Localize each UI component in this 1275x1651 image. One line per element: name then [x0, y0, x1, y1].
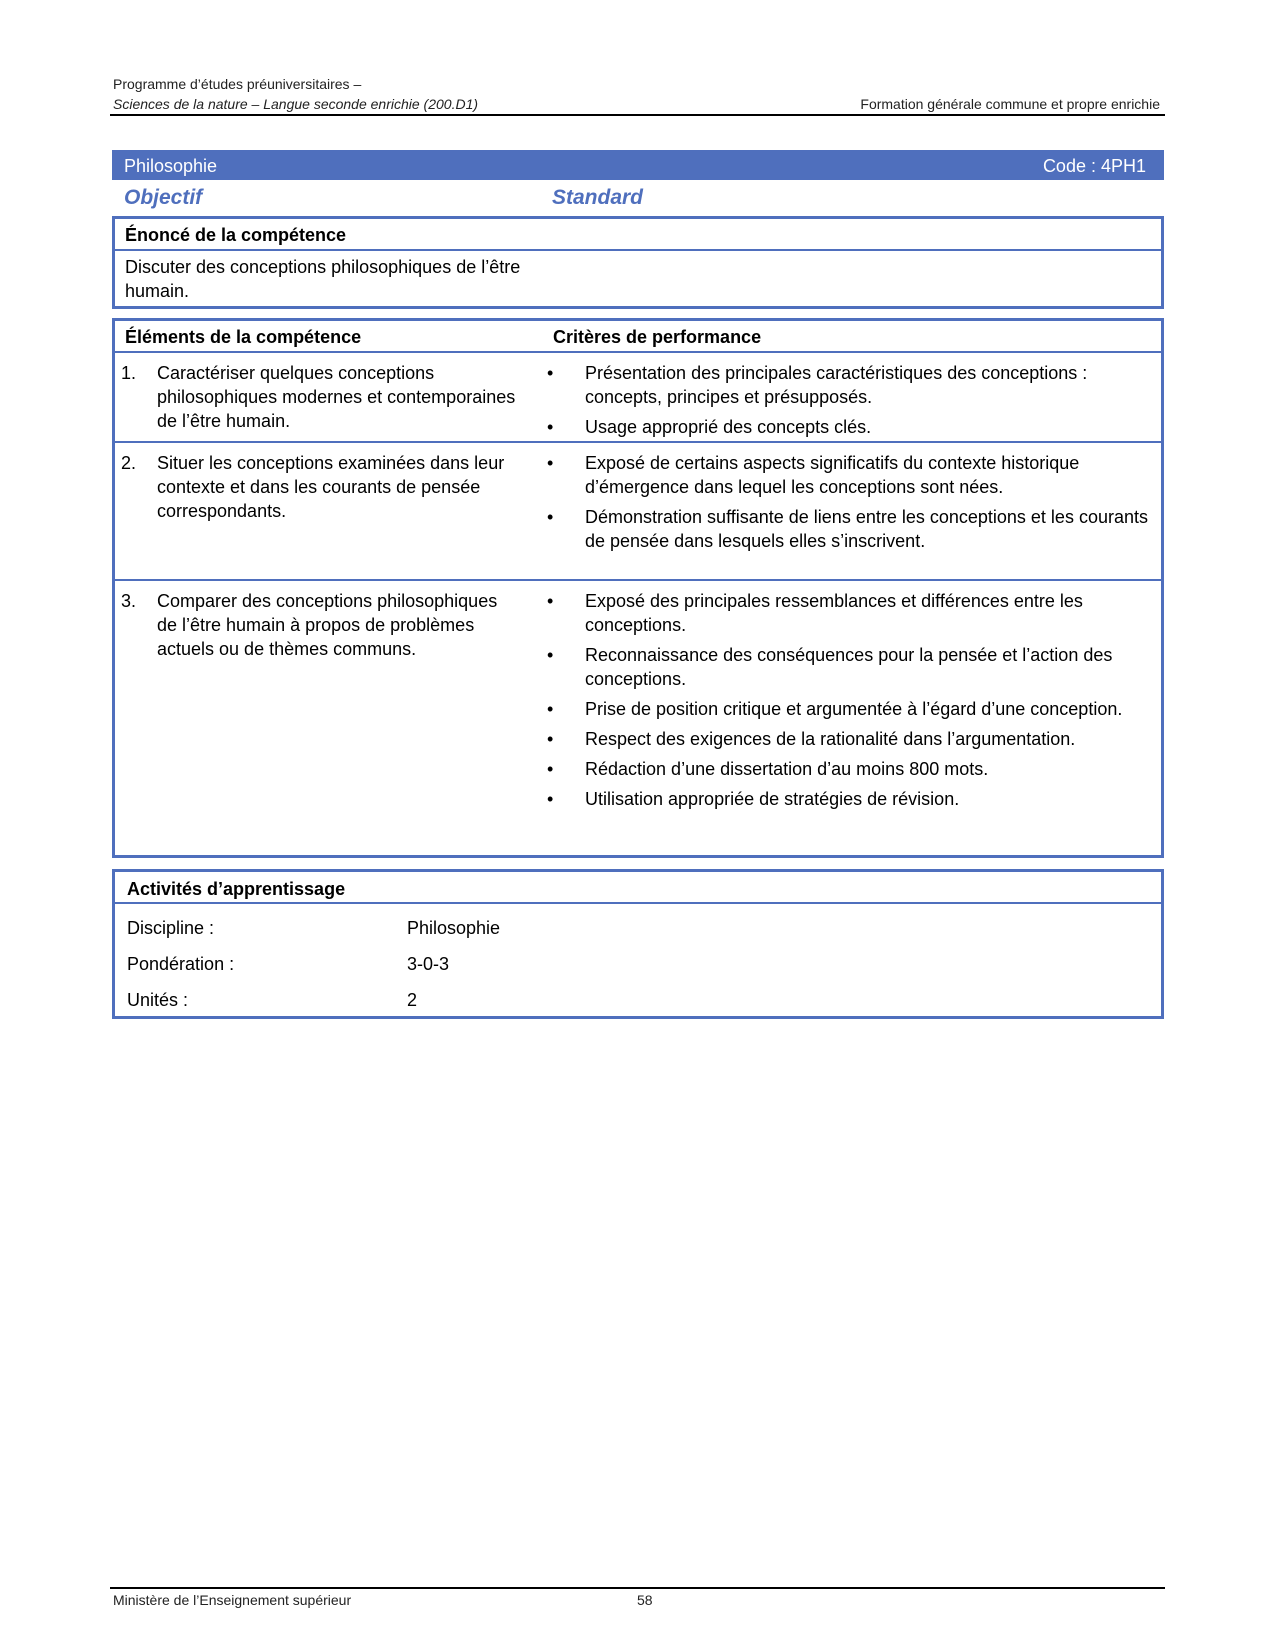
criteria-list — [547, 451, 1157, 559]
criterion-text: Exposé de certains aspects significatifs du contexte historique d’émergence dans lequel les conceptions sont nées. — [585, 453, 1080, 497]
bullet-icon: • — [547, 645, 554, 665]
table-row — [115, 581, 1161, 855]
bullet-icon: • — [547, 453, 554, 473]
element-number: 1. — [121, 363, 137, 383]
criterion-text: Respect des exigences de la rationalité dans l’argumentation. — [585, 729, 1076, 749]
footer-rule — [110, 1587, 1165, 1589]
criteria-list — [547, 589, 1157, 817]
criterion-item — [547, 415, 1157, 439]
table-header — [115, 321, 1161, 353]
activity-row — [127, 918, 501, 939]
criterion-item — [547, 505, 1157, 553]
criterion-item — [547, 589, 1157, 637]
table-row — [115, 443, 1161, 581]
standard-label: Standard — [552, 186, 644, 209]
page-number: 58 — [637, 1592, 653, 1608]
activity-row — [127, 954, 450, 975]
objective-label: Objectif — [124, 186, 203, 209]
criterion-item — [547, 757, 1157, 781]
bullet-icon: • — [547, 759, 554, 779]
header-line2 — [113, 96, 1160, 112]
learning-activities-title: Activités d’apprentissage — [115, 872, 1161, 904]
competence-elements-table — [112, 318, 1164, 858]
activity-value: 2 — [407, 990, 418, 1010]
table-row — [115, 353, 1161, 443]
competence-statement-text: Discuter des conceptions philosophiques de l’être humain. — [125, 257, 521, 301]
criterion-item — [547, 361, 1157, 409]
criterion-item — [547, 451, 1157, 499]
bullet-icon: • — [547, 591, 554, 611]
header-formation: Formation générale commune et propre enrichie — [860, 96, 1160, 112]
bullet-icon: • — [547, 789, 554, 809]
criterion-item — [547, 727, 1157, 751]
header-program: Programme d’études préuniversitaires – — [113, 76, 362, 92]
criteria-column-title: Critères de performance — [553, 327, 762, 347]
activity-row — [127, 990, 418, 1011]
footer-ministry: Ministère de l’Enseignement supérieur — [113, 1592, 352, 1608]
criterion-text: Exposé des principales ressemblances et différences entre les conceptions. — [585, 591, 1083, 635]
activity-label: Discipline : — [127, 918, 215, 938]
element-text: Situer les conceptions examinées dans leur contexte et dans les courants de pensée correspondants. — [157, 453, 505, 521]
course-title-bar — [112, 150, 1164, 180]
bullet-icon: • — [547, 507, 554, 527]
criterion-text: Rédaction d’une dissertation d’au moins 800 mots. — [585, 759, 989, 779]
learning-activities-box — [112, 869, 1164, 1019]
element-text: Caractériser quelques conceptions philosophiques modernes et contemporaines de l’être humain. — [157, 363, 516, 431]
criterion-text: Utilisation appropriée de stratégies de révision. — [585, 789, 960, 809]
element-number: 2. — [121, 453, 137, 473]
criterion-text: Prise de position critique et argumentée à l’égard d’une conception. — [585, 699, 1123, 719]
bullet-icon: • — [547, 417, 554, 437]
activity-label: Pondération : — [127, 954, 235, 974]
course-name: Philosophie — [124, 156, 218, 176]
criteria-list — [547, 361, 1157, 445]
criterion-text: Démonstration suffisante de liens entre les conceptions et les courants de pensée dans lesquels elles s’inscrivent. — [585, 507, 1148, 551]
footer — [113, 1592, 653, 1608]
bullet-icon: • — [547, 729, 554, 749]
criterion-text: Présentation des principales caractéristiques des conceptions : concepts, principes et présupposés. — [585, 363, 1088, 407]
criterion-item — [547, 643, 1157, 691]
objective-standard-row — [124, 186, 644, 210]
activity-value: Philosophie — [407, 918, 501, 938]
criterion-item — [547, 697, 1157, 721]
criterion-item — [547, 787, 1157, 811]
criterion-text: Usage approprié des concepts clés. — [585, 417, 872, 437]
bullet-icon: • — [547, 363, 554, 383]
header-program-name: Sciences de la nature – Langue seconde enrichie (200.D1) — [113, 96, 479, 112]
criterion-text: Reconnaissance des conséquences pour la pensée et l’action des conceptions. — [585, 645, 1113, 689]
element-text: Comparer des conceptions philosophiques de l’être humain à propos de problèmes actuels ou de thèmes communs. — [157, 591, 498, 659]
course-code: Code : 4PH1 — [1042, 156, 1146, 176]
competence-statement-title: Énoncé de la compétence — [115, 219, 1161, 251]
element-number: 3. — [121, 591, 137, 611]
header-rule — [110, 114, 1165, 116]
competence-statement-box — [112, 216, 1164, 309]
elements-column-title: Éléments de la compétence — [125, 327, 362, 347]
activity-label: Unités : — [127, 990, 189, 1010]
activity-value: 3-0-3 — [407, 954, 450, 974]
bullet-icon: • — [547, 699, 554, 719]
